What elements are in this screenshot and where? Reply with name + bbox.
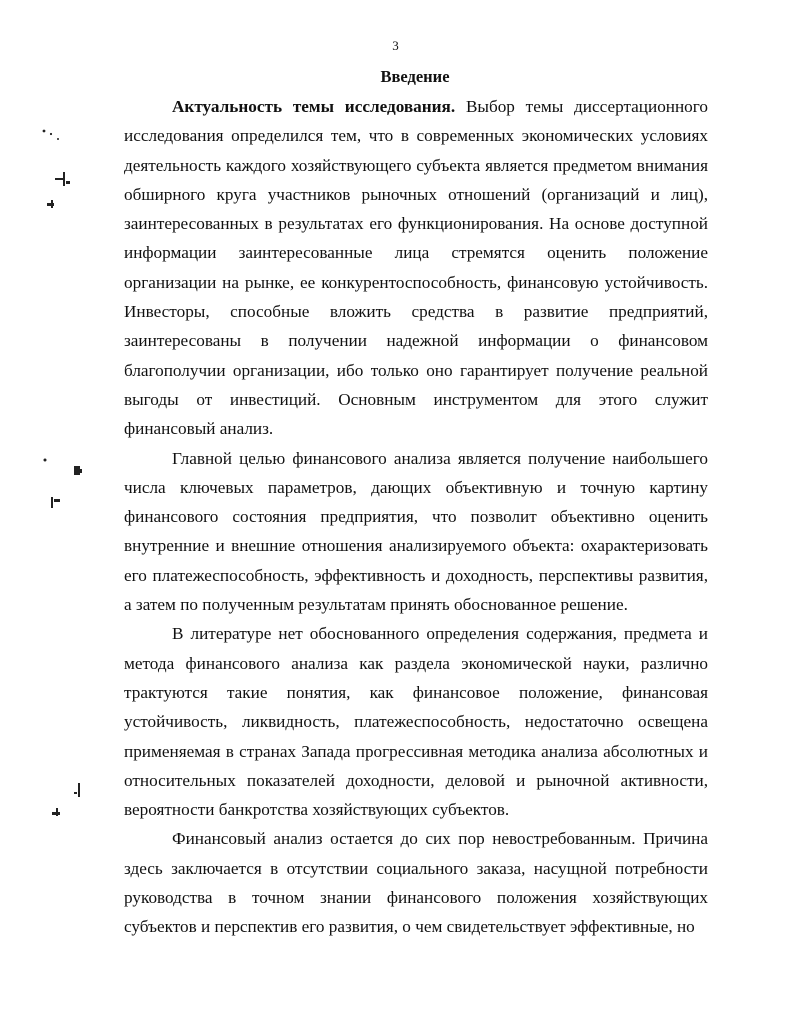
- paragraph-goal: [124, 444, 708, 620]
- paragraph-demand: [124, 824, 708, 941]
- paragraph-text: Финансовый анализ остается до сих пор невостребованным. Причина здесь заключается в отсутствии социального заказа, насущной потребности руководства в точном знании финансового положения хозяйствующих субъектов и перспектив его развития, о чем свидетельствует эффективные, но: [124, 829, 708, 937]
- paragraph-text: В литературе нет обоснованного определения содержания, предмета и метода финансового анализа как раздела экономической науки, различно трактуются такие понятия, как финансовое положение, финансовая устойчивость, ликвидность, платежеспособность, недостаточно освещена применяемая в странах Запада прогрессивная методика анализа абсолютных и относительных показателей доходности, деловой и рыночной активности, вероятности банкротства хозяйствующих субъектов.: [124, 624, 708, 820]
- page-number: 3: [392, 38, 399, 53]
- paragraph-relevance: [124, 92, 708, 444]
- speck: [79, 469, 82, 473]
- speck: [50, 133, 52, 135]
- body-text: [124, 92, 708, 942]
- paragraph-literature: [124, 619, 708, 824]
- speck: [55, 178, 64, 180]
- speck: [56, 808, 58, 816]
- paragraph-text: Главной целью финансового анализа является получение наибольшего числа ключевых параметров, дающих объективную и точную картину финансового состояния предприятия, что позволит объективно оценить внутренние и внешние отношения анализируемого объекта: охарактеризовать его платежеспособность, эффективность и доходность, перспективы развития, а затем по полученным результатам принять обоснованное решение.: [124, 448, 708, 615]
- paragraph-text: Выбор темы диссертационного исследования определился тем, что в современных экономических условиях деятельность каждого хозяйствующего субъекта является предметом внимания обширного круга участников рыночных отношений (организаций и лиц), заинтересованных в результатах его функционирования. На основе доступной информации заинтересованные лица стремятся оценить положение организации на рынке, ее конкурентоспособность, финансовую устойчивость. Инвесторы, способные вложить средства в развитие предприятий, заинтересованы в получении надежной информации о финансовом благополучии организации, ибо только оно гарантирует получение реальной выгоды от инвестиций. Основным инструментом для этого служит финансовый анализ.: [124, 97, 708, 439]
- speck: [54, 499, 60, 502]
- speck: [43, 130, 46, 133]
- speck: [63, 172, 65, 186]
- speck: [74, 792, 77, 794]
- speck: [51, 200, 53, 208]
- speck: [57, 138, 59, 140]
- section-heading: Введение: [380, 67, 450, 86]
- speck: [44, 459, 47, 462]
- speck: [66, 181, 70, 184]
- scan-speckles: [0, 0, 120, 1024]
- speck: [78, 783, 80, 797]
- paragraph-lead: Актуальность темы исследования.: [172, 97, 456, 116]
- speck: [51, 497, 53, 508]
